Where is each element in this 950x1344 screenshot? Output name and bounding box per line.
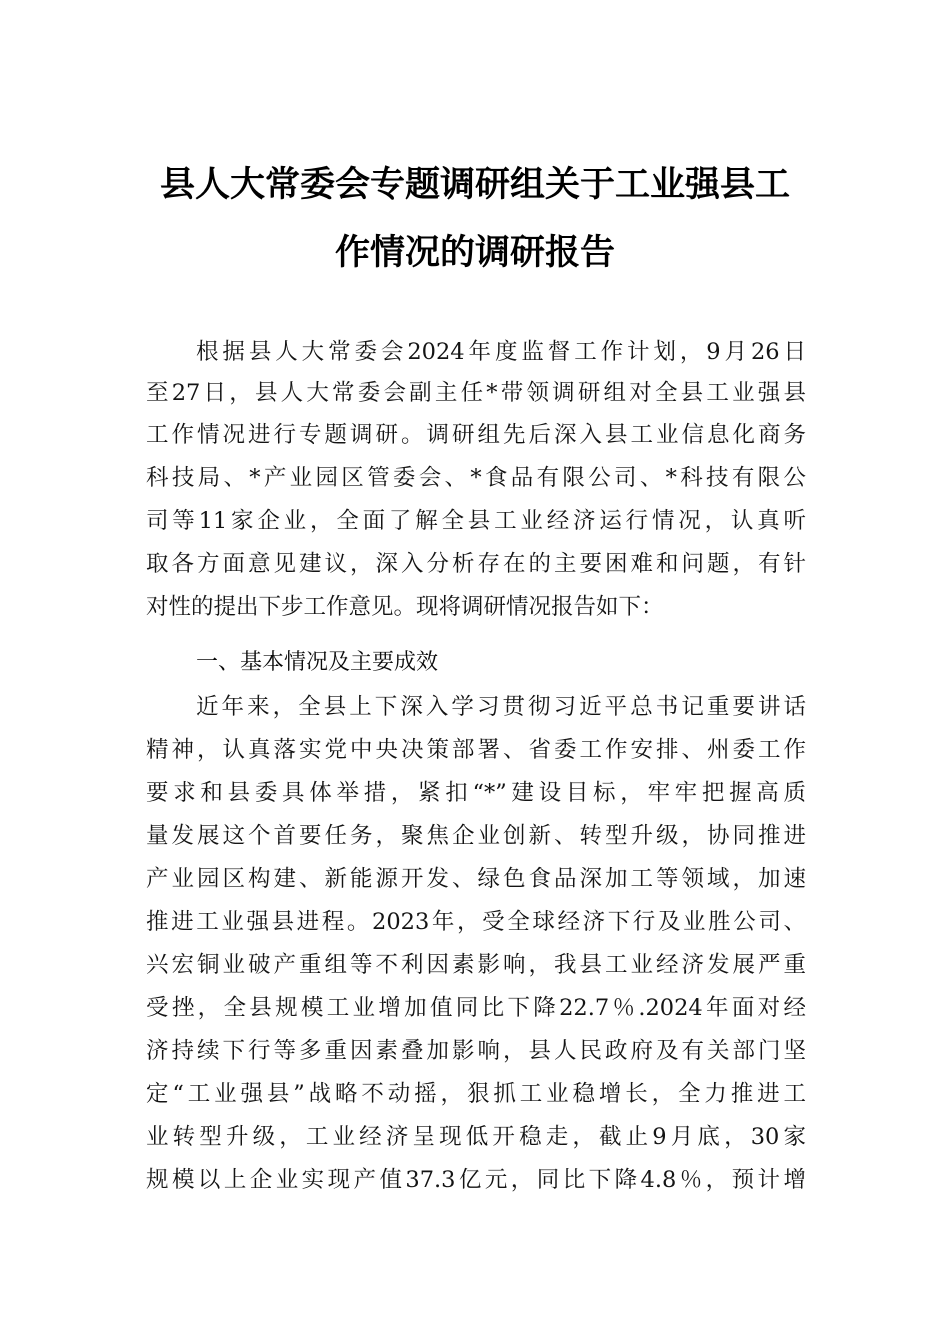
- intro-paragraph-line: 科技局、*产业园区管委会、*食品有限公司、*科技有限公: [146, 465, 806, 491]
- section-paragraph-line: 近年来，全县上下深入学习贯彻习近平总书记重要讲话: [196, 694, 806, 720]
- section-paragraph-line: 量发展这个首要任务，聚焦企业创新、转型升级，协同推进: [146, 823, 806, 849]
- section-paragraph-line: 济持续下行等多重因素叠加影响，县人民政府及有关部门坚: [146, 1038, 806, 1064]
- section-paragraph-line: 推进工业强县进程。2023年，受全球经济下行及业胜公司、: [146, 909, 806, 935]
- section-paragraph-line: 精神，认真落实党中央决策部署、省委工作安排、州委工作: [146, 737, 806, 763]
- intro-paragraph-line: 司等11家企业，全面了解全县工业经济运行情况，认真听: [146, 508, 806, 534]
- section-paragraph-line: 规模以上企业实现产值37.3亿元，同比下降4.8％，预计增: [146, 1167, 806, 1193]
- section-paragraph-line: 业转型升级，工业经济呈现低开稳走，截止9月底，30家: [146, 1124, 806, 1150]
- intro-paragraph-line: 对性的提出下步工作意见。现将调研情况报告如下：: [146, 594, 664, 620]
- intro-paragraph-line: 取各方面意见建议，深入分析存在的主要困难和问题，有针: [146, 551, 806, 577]
- section-heading: 一、基本情况及主要成效: [196, 650, 439, 675]
- intro-paragraph-line: 根据县人大常委会2024年度监督工作计划，9月26日: [196, 339, 806, 365]
- section-paragraph-line: 受挫，全县规模工业增加值同比下降22.7％.2024年面对经: [146, 995, 806, 1021]
- section-paragraph-line: 要求和县委具体举措，紧扣“*”建设目标，牢牢把握高质: [146, 780, 806, 806]
- intro-paragraph-line: 工作情况进行专题调研。调研组先后深入县工业信息化商务: [146, 422, 806, 448]
- document-title-line-2: 作情况的调研报告: [334, 233, 615, 273]
- section-paragraph-line: 兴宏铜业破产重组等不利因素影响，我县工业经济发展严重: [146, 952, 806, 978]
- section-paragraph-line: 定“工业强县”战略不动摇，狠抓工业稳增长，全力推进工: [146, 1081, 806, 1107]
- intro-paragraph-line: 至27日，县人大常委会副主任*带领调研组对全县工业强县: [146, 380, 806, 406]
- section-paragraph-line: 产业园区构建、新能源开发、绿色食品深加工等领域，加速: [146, 866, 806, 892]
- document-title-line-1: 县人大常委会专题调研组关于工业强县工: [159, 165, 790, 205]
